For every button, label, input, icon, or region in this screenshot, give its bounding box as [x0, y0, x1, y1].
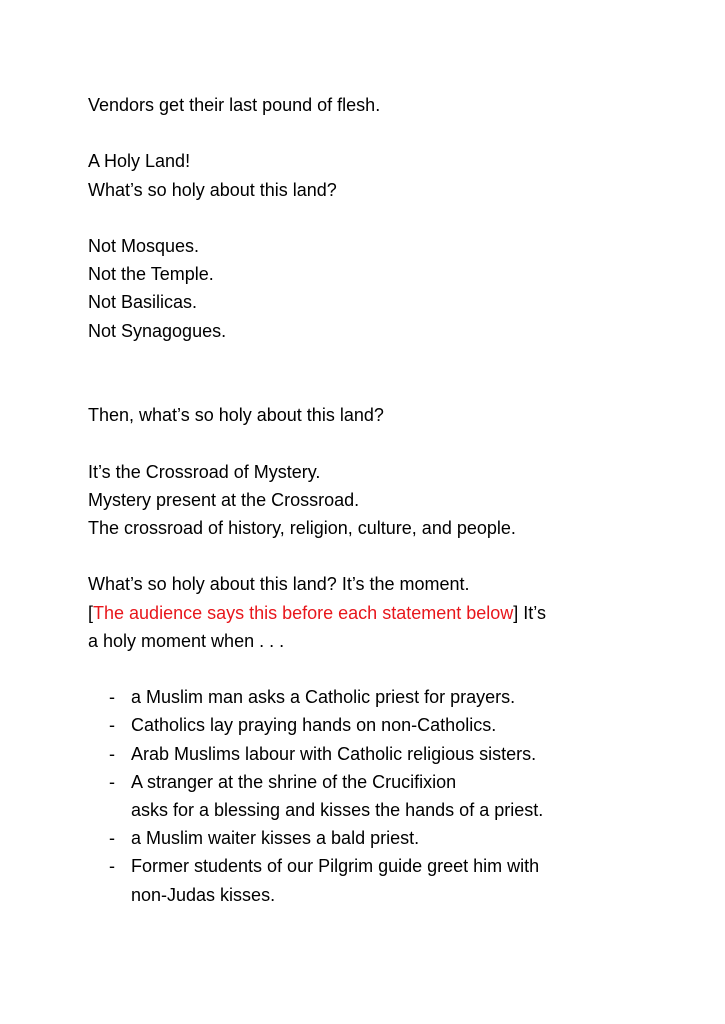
list-item-text: a Muslim waiter kisses a bald priest.	[131, 828, 420, 849]
not-item: Not Synagogues.	[88, 320, 227, 341]
list-item-text: Catholics lay praying hands on non-Catholics.	[131, 715, 497, 736]
list-item-text: Arab Muslims labour with Catholic religious sisters.	[131, 743, 537, 764]
line-vendors: Vendors get their last pound of flesh.	[88, 95, 381, 115]
bullet-dash: -	[109, 856, 115, 877]
instruction-line	[88, 599, 688, 627]
audience-instruction: The audience says this before each statement below	[93, 602, 514, 623]
list-item	[88, 683, 688, 711]
list-item	[88, 852, 688, 908]
line-moment: What’s so holy about this land? It’s the moment.	[88, 574, 470, 595]
bullet-dash: -	[109, 715, 115, 736]
line-holy-land: A Holy Land!	[88, 151, 191, 172]
bullet-dash: -	[109, 687, 115, 708]
list-item-text: A stranger at the shrine of the Crucifixion	[131, 771, 457, 792]
list-item-text: asks for a blessing and kisses the hands of a priest.	[131, 799, 544, 820]
document-page	[88, 91, 688, 909]
spacer	[88, 655, 688, 683]
crossroad-line: The crossroad of history, religion, culture, and people.	[88, 517, 516, 538]
line-holy-moment: a holy moment when . . .	[88, 630, 285, 651]
not-item: Not Basilicas.	[88, 292, 198, 313]
crossroad-line: It’s the Crossroad of Mystery.	[88, 461, 321, 482]
list-item	[88, 740, 688, 768]
not-item: Not the Temple.	[88, 264, 214, 285]
spacer	[88, 542, 688, 570]
crossroad-line: Mystery present at the Crossroad.	[88, 489, 360, 510]
bracket-open: [	[88, 602, 94, 623]
list-item-text: non-Judas kisses.	[131, 884, 276, 905]
list-item-text: a Muslim man asks a Catholic priest for prayers.	[131, 687, 516, 708]
list-item-text: Former students of our Pilgrim guide greet him with	[131, 856, 540, 877]
bullet-dash: -	[109, 743, 115, 764]
bullet-dash: -	[109, 771, 115, 792]
bullet-dash: -	[109, 828, 115, 849]
spacer	[88, 345, 688, 401]
list-item	[88, 824, 688, 852]
spacer	[88, 429, 688, 457]
list-item	[88, 768, 688, 824]
line-then: Then, what’s so holy about this land?	[88, 405, 384, 426]
holy-moment-list	[88, 683, 688, 909]
line-whats-holy: What’s so holy about this land?	[88, 179, 337, 200]
bracket-close-rest: ] It’s	[513, 602, 546, 623]
spacer	[88, 119, 688, 147]
list-item	[88, 711, 688, 739]
not-item: Not Mosques.	[88, 235, 200, 256]
spacer	[88, 204, 688, 232]
